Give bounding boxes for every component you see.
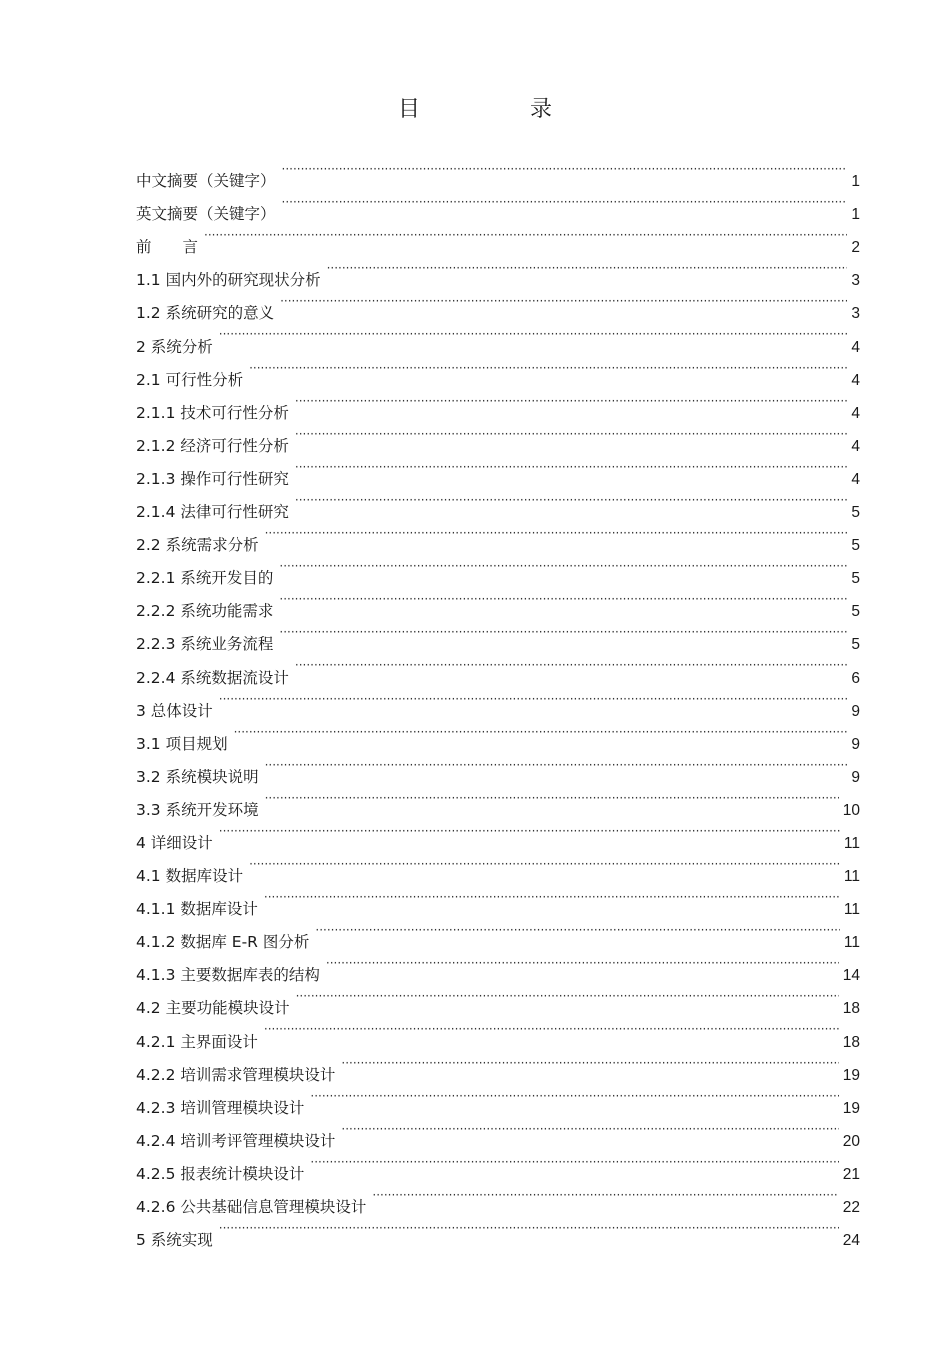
toc-entry-label: 3.1 项目规划 [136,734,228,753]
toc-entry-label: 英文摘要（关键字） [136,205,276,224]
toc-entry-label: 3 总体设计 [136,701,213,720]
toc-entry-label: 2.1.2 经济可行性分析 [136,436,289,455]
toc-dot-leader [372,1179,838,1212]
toc-entry-label: 前 言 [136,238,199,257]
toc-entry-label: 4 详细设计 [136,833,213,852]
toc-dot-leader [265,782,839,815]
toc-entry-page-number: 5 [851,570,860,588]
toc-entry-label: 4.1 数据库设计 [136,867,244,886]
toc-dot-leader [264,1013,839,1046]
toc-entry-page-number: 11 [843,834,860,852]
toc-entry-page-number: 1 [851,206,860,224]
toc-entry-label: 4.2.5 报表统计模块设计 [136,1164,305,1183]
toc-dot-leader [295,451,848,484]
toc-dot-leader [280,285,847,318]
toc-entry-label: 2.2 系统需求分析 [136,536,259,555]
toc-entry-label: 4.2.3 培训管理模块设计 [136,1098,305,1117]
toc-entry[interactable] [136,683,860,720]
toc-entry-label: 4.1.1 数据库设计 [136,900,258,919]
toc-dot-leader [282,153,848,186]
toc-entry[interactable] [136,318,860,356]
toc-entry-label: 4.2 主要功能模块设计 [136,999,290,1018]
toc-entry[interactable] [136,219,860,257]
toc-entry-label: 2.1.3 操作可行性研究 [136,469,289,488]
toc-entry-page-number: 3 [851,305,860,323]
toc-dot-leader [204,219,847,252]
toc-entry-page-number: 1 [851,173,860,191]
toc-dot-leader [315,914,840,947]
toc-dot-leader [249,848,840,881]
toc-entry-page-number: 24 [842,1232,860,1250]
toc-dot-leader [265,517,848,550]
toc-dot-leader [279,616,847,649]
toc-entry[interactable] [136,352,860,389]
toc-entry-label: 2.2.1 系统开发目的 [136,569,274,588]
toc-dot-leader [341,1113,838,1146]
toc-entry-label: 2.1 可行性分析 [136,370,244,389]
toc-entry-page-number: 9 [851,768,860,786]
toc-dot-leader [310,1080,838,1113]
toc-entry-page-number: 4 [851,338,860,356]
toc-entry-page-number: 11 [843,868,860,886]
toc-entry-page-number: 14 [842,967,860,985]
toc-entry-page-number: 5 [851,504,860,522]
toc-dot-leader [295,649,848,682]
toc-entry-page-number: 3 [851,272,860,290]
toc-entry-page-number: 4 [851,404,860,422]
toc-entry-label: 2.2.3 系统业务流程 [136,635,274,654]
toc-entry[interactable] [136,749,860,786]
toc-entry-page-number: 6 [851,669,860,687]
toc-dot-leader [310,1146,838,1179]
toc-dot-leader [219,318,848,351]
toc-list [136,153,860,1250]
toc-entry-page-number: 2 [851,239,860,257]
toc-entry-page-number: 19 [842,1099,860,1117]
toc-entry-label: 4.2.1 主界面设计 [136,1032,258,1051]
toc-dot-leader [295,484,848,517]
toc-dot-leader [219,683,848,716]
toc-entry-page-number: 4 [851,470,860,488]
toc-entry-label: 3.3 系统开发环境 [136,800,259,819]
toc-entry-label: 2 系统分析 [136,337,213,356]
toc-dot-leader [249,352,847,385]
toc-entry-page-number: 22 [842,1199,860,1216]
toc-entry-page-number: 5 [851,537,860,555]
toc-dot-leader [279,583,847,616]
toc-entry-page-number: 9 [851,735,860,753]
toc-dot-leader [282,186,848,219]
toc-entry-label: 2.2.2 系统功能需求 [136,602,274,621]
toc-entry-label: 1.2 系统研究的意义 [136,304,275,323]
toc-entry-label: 5 系统实现 [136,1231,213,1250]
toc-entry-label: 4.2.6 公共基础信息管理模块设计 [136,1198,367,1216]
toc-entry[interactable] [136,815,860,852]
toc-entry-label: 1.1 国内外的研究现状分析 [136,271,321,290]
toc-entry-page-number: 11 [843,934,860,952]
toc-entry[interactable] [136,716,860,753]
toc-entry-page-number: 20 [842,1132,860,1150]
toc-entry-label: 4.2.4 培训考评管理模块设计 [136,1131,336,1150]
toc-entry-label: 4.1.2 数据库 E-R 图分析 [136,933,310,952]
toc-entry-page-number: 18 [842,1000,860,1018]
toc-entry-page-number: 19 [842,1066,860,1084]
toc-entry-label: 2.2.4 系统数据流设计 [136,668,289,687]
toc-dot-leader [326,947,839,980]
toc-entry[interactable] [136,252,860,290]
toc-dot-leader [264,881,840,914]
toc-entry[interactable] [136,848,860,886]
toc-dot-leader [265,749,848,782]
toc-dot-leader [295,385,848,418]
toc-dot-leader [296,980,839,1013]
toc-entry-page-number: 11 [843,901,860,919]
toc-entry-page-number: 21 [842,1165,860,1183]
toc-dot-leader [219,815,840,848]
toc-entry-label: 2.1.1 技术可行性分析 [136,403,289,422]
toc-dot-leader [279,550,847,583]
toc-entry-label: 3.2 系统模块说明 [136,767,259,786]
toc-entry-label: 4.1.3 主要数据库表的结构 [136,966,320,985]
toc-entry-page-number: 4 [851,371,860,389]
toc-title: 目 录 [397,97,596,122]
toc-entry[interactable] [136,1212,860,1250]
toc-entry-page-number: 10 [842,801,860,819]
toc-dot-leader [219,1212,839,1245]
toc-entry-page-number: 4 [851,437,860,455]
toc-entry-page-number: 9 [851,702,860,720]
toc-dot-leader [341,1047,838,1080]
toc-dot-leader [327,252,848,285]
toc-dot-leader [295,418,848,451]
toc-entry-page-number: 5 [851,636,860,654]
toc-entry-label: 中文摘要（关键字） [136,172,276,191]
toc-entry-label: 4.2.2 培训需求管理模块设计 [136,1065,336,1084]
toc-dot-leader [234,716,848,749]
toc-entry[interactable] [136,153,860,191]
toc-entry-label: 2.1.4 法律可行性研究 [136,503,289,522]
toc-entry-page-number: 18 [842,1033,860,1051]
toc-entry-page-number: 5 [851,603,860,621]
